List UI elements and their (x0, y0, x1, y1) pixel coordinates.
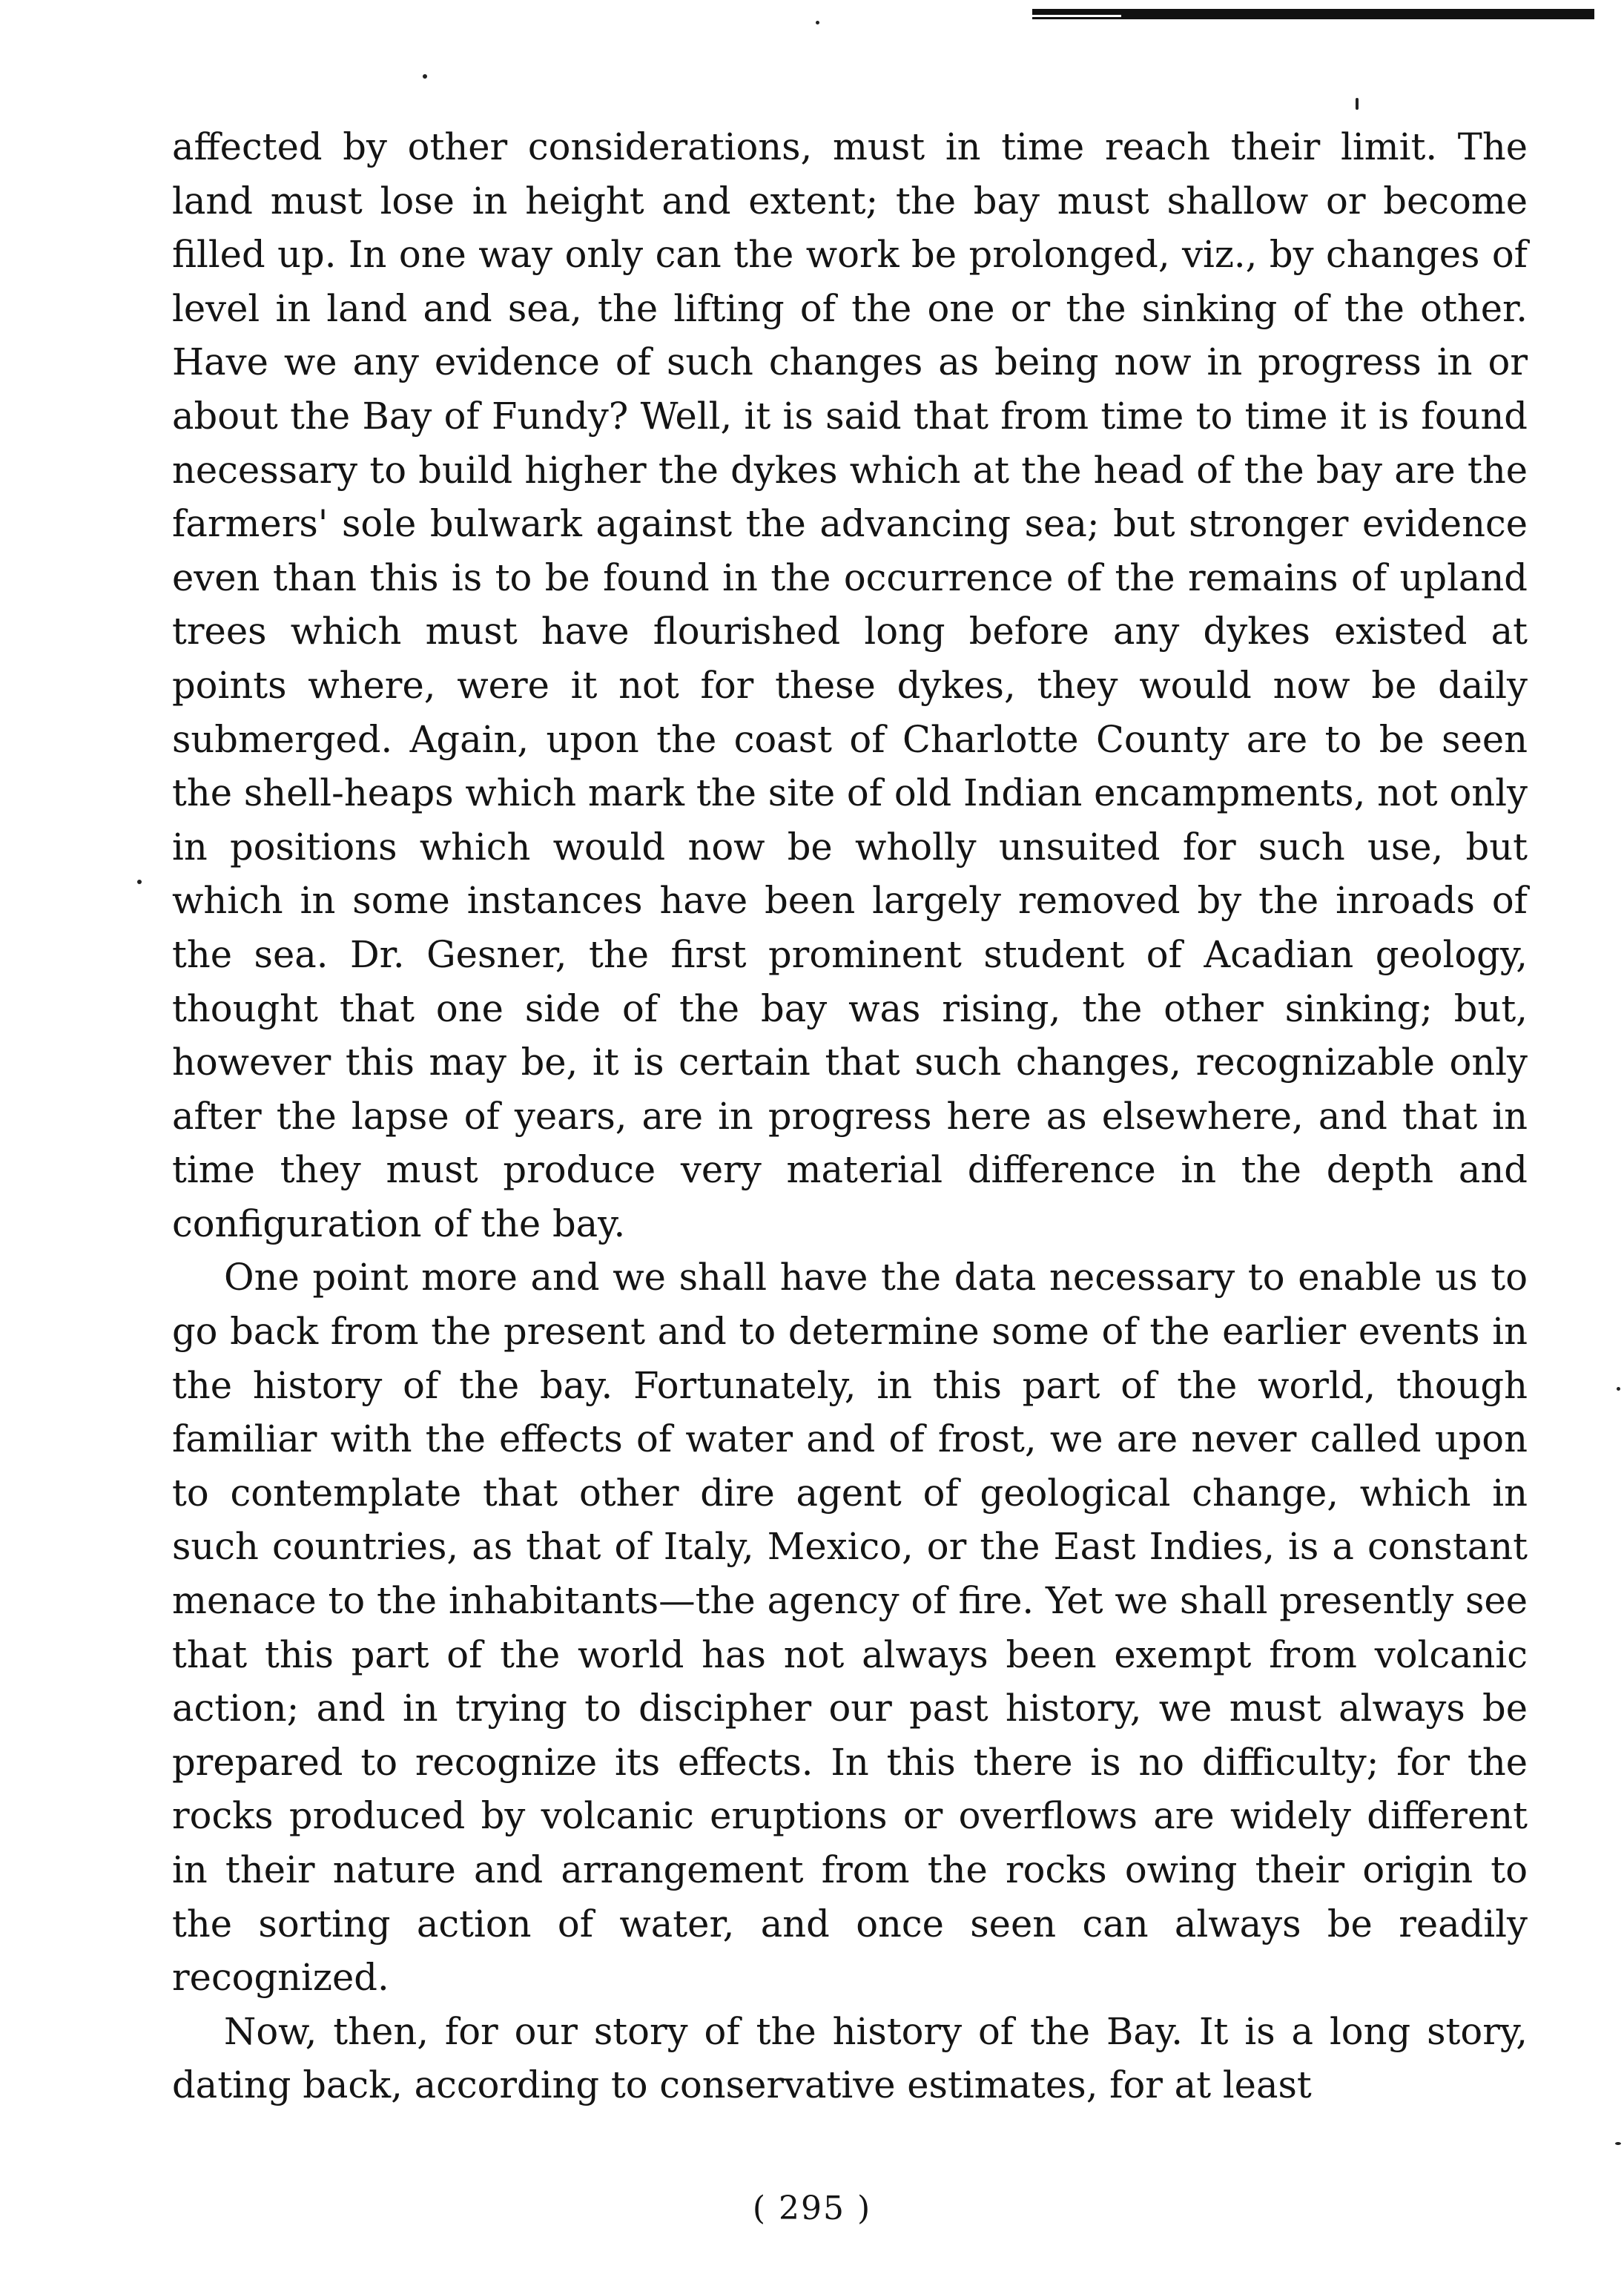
scan-speck (423, 74, 427, 79)
body-text (172, 120, 1528, 2112)
paragraph-1: affected by other considerations, must in time reach their limit. The land must lose in height and extent; the bay must shallow or become filled up. In one way only can the work be prolonged, viz., by changes of level in land and sea, the lifting of the one or the sinking of the other. Have we any evidence of such changes as being now in progress in or about the Bay of Fundy? Well, it is said that from time to time it is found necessary to build higher the dykes which at the head of the bay are the farmers' sole bulwark against the advancing sea; but stronger evidence even than this is to be found in the occurrence of the remains of upland trees which must have flourished long before any dykes existed at points where, were it not for these dykes, they would now be daily submerged. Again, upon the coast of Charlotte County are to be seen the shell-heaps which mark the site of old Indian encampments, not only in positions which would now be wholly unsuited for such use, but which in some instances have been largely removed by the inroads of the sea. Dr. Gesner, the first prominent student of Acadian geology, thought that one side of the bay was rising, the other sinking; but, however this may be, it is certain that such changes, recognizable only after the lapse of years, are in progress here as elsewhere, and that in time they must produce very material difference in the depth and configuration of the bay. (172, 125, 1528, 1245)
header-rule (1032, 9, 1594, 19)
scan-speck (1615, 2142, 1621, 2145)
paragraph-3: Now, then, for our story of the history of the Bay. It is a long story, dating back, according to conservative estimates, for at least (172, 2009, 1528, 2107)
page-number: ( 295 ) (752, 2190, 872, 2227)
paragraph-2: One point more and we shall have the data necessary to enable us to go back from the present and to determine some of the earlier events in the history of the bay. Fortunately, in this part of the world, though familiar with the effects of water and of frost, we are never called upon to contemplate that other dire agent of geological change, which in such countries, as that of Italy, Mexico, or the East Indies, is a constant menace to the inhabitants—the agency of fire. Yet we shall presently see that this part of the world has not always been exempt from volcanic action; and in trying to discipher our past history, we must always be prepared to recognize its effects. In this there is no difficulty; for the rocks produced by volcanic eruptions or overflows are widely different in their nature and arrangement from the rocks owing their origin to the sorting action of water, and once seen can always be readily recognized. (172, 1256, 1528, 2000)
scan-speck (1356, 98, 1359, 110)
scan-speck (1617, 1387, 1620, 1391)
header-rule-gap (1032, 15, 1121, 17)
scan-speck (816, 21, 819, 24)
scan-speck (137, 880, 142, 884)
